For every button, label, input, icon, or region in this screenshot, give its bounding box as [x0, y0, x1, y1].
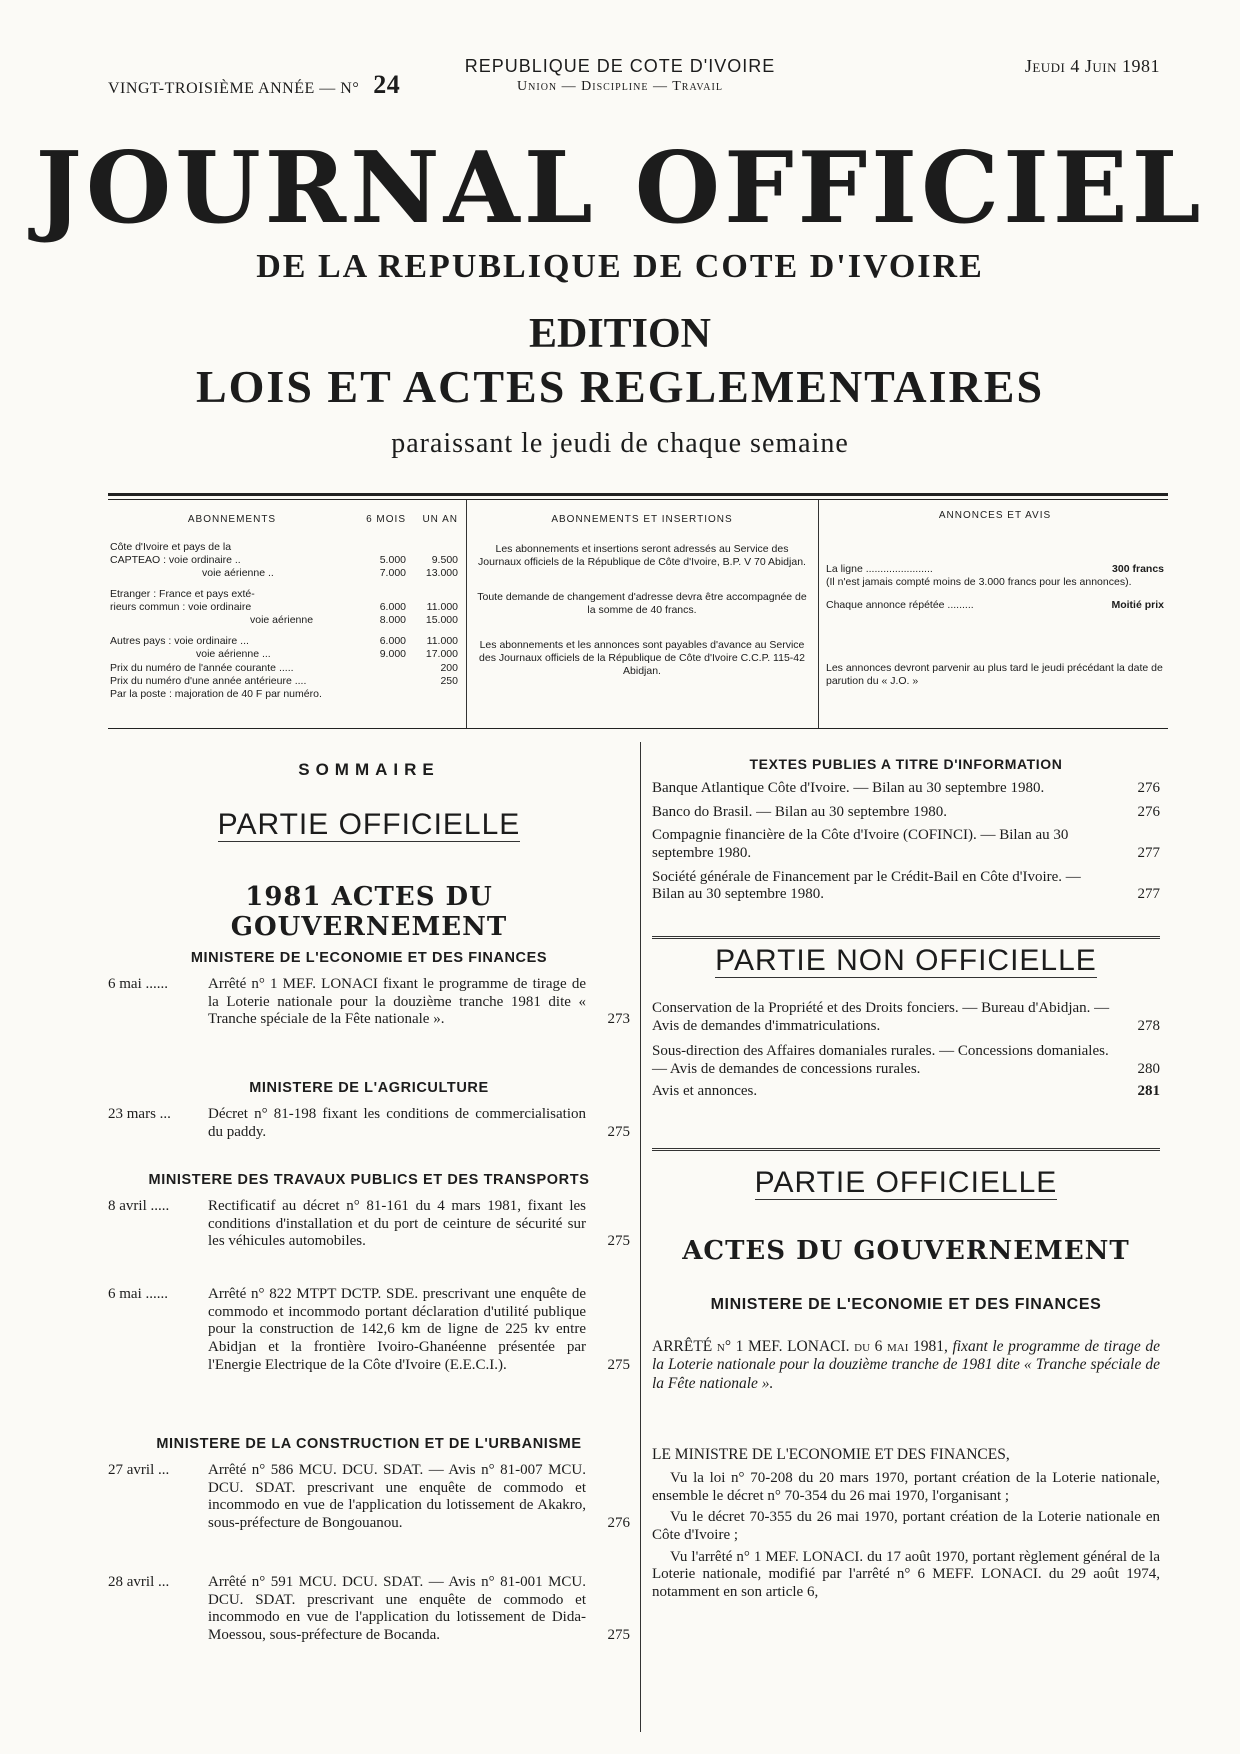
- toc-page: 275: [607, 1356, 630, 1373]
- info-heading: TEXTES PUBLIES A TITRE D'INFORMATION: [749, 756, 1063, 772]
- sommaire-heading: SOMMAIRE: [298, 760, 440, 779]
- year-issue: VINGT-TROISIÈME ANNÉE — N°: [108, 80, 360, 97]
- toc-entry[interactable]: [108, 1286, 630, 1374]
- rates-heading: ABONNEMENTS: [187, 514, 277, 525]
- motto: Union — Discipline — Travail: [517, 79, 723, 94]
- actes-heading: ACTES DU GOUVERNEMENT: [682, 1236, 1130, 1266]
- ministry-heading: MINISTERE DES TRAVAUX PUBLICS ET DES TRANSPORTS: [148, 1172, 590, 1188]
- arrete-subject: fixant le programme de tirage de la Loterie nationale pour la douzième tranche de 1981 dite « Tranche spéciale de la Fête nationale ».: [652, 1338, 1161, 1392]
- rate-label: Autres pays : voie ordinaire ...: [110, 635, 249, 648]
- rate-value: 15.000: [425, 614, 458, 627]
- rate-label: Par la poste : majoration de 40 F par numéro.: [110, 687, 322, 700]
- issue-number: 24: [373, 70, 401, 99]
- announcement-rates: [826, 510, 1164, 688]
- rate-value: 9.000: [379, 648, 406, 661]
- announcement-heading: ANNONCES ET AVIS: [938, 510, 1052, 521]
- toc-text: Rectificatif au décret n° 81-161 du 4 mars 1981, fixant les conditions d'installation et du port de ceinture de sécurité sur les véhicules automobiles.: [208, 1198, 586, 1250]
- info-text: Sous-direction des Affaires domaniales rurales. — Concessions domaniales. — Avis de demandes de concessions rurales.: [652, 1043, 1109, 1078]
- address-text: Les abonnements et insertions seront adressés au Service des Journaux officiels de la République de Côte d'Ivoire, B.P. V 70 Abidjan.: [478, 542, 806, 568]
- info-text: Compagnie financière de la Côte d'Ivoire (COFINCI). — Bilan au 30 septembre 1980.: [652, 827, 1069, 862]
- rate-value: 200: [440, 661, 458, 674]
- toc-entry[interactable]: [108, 1574, 630, 1645]
- issue-date: Jeudi 4 Juin 1981: [1024, 56, 1160, 76]
- ministry-heading: MINISTERE DE L'AGRICULTURE: [249, 1080, 489, 1096]
- rate-label: voie aérienne ..: [202, 566, 274, 579]
- edition-name: LOIS ET ACTES REGLEMENTAIRES: [195, 361, 1045, 412]
- toc-entry[interactable]: [108, 1462, 630, 1533]
- partie-non-officielle-heading: PARTIE NON OFFICIELLE: [715, 944, 1097, 977]
- info-entry[interactable]: [652, 827, 1160, 862]
- toc-date: 6 mai ......: [108, 1286, 168, 1302]
- rate-label: voie aérienne: [250, 614, 314, 627]
- toc-page: 275: [607, 1627, 630, 1644]
- deadline-text: Les annonces devront parvenir au plus tard le jeudi précédant la date de parution du « J.O. »: [826, 661, 1163, 687]
- toc-entry[interactable]: [108, 976, 630, 1029]
- rate-label: Côte d'Ivoire et pays de la: [110, 540, 232, 553]
- toc-date: 6 mai ......: [108, 976, 168, 992]
- info-text: Avis et annonces.: [652, 1082, 758, 1099]
- publication-frequency: paraissant le jeudi de chaque semaine: [391, 428, 849, 459]
- info-page: 276: [1137, 780, 1160, 796]
- toc-date: 23 mars ...: [108, 1106, 171, 1122]
- box-divider: [466, 500, 467, 728]
- rate-value: 8.000: [379, 614, 406, 627]
- toc-text: Arrêté n° 822 MTPT DCTP. SDE. prescrivant une enquête de commodo et incommodo portant déclaration d'utilité publique pour la construction de 142,6 km de ligne de 225 kv entre Abidjan et la frontière Ivoiro-Ghanéenne présentée par l'Energie Electrique de la Côte d'Ivoire (E.E.C.I.).: [208, 1286, 586, 1373]
- arrete-title: [652, 1338, 1160, 1393]
- info-entry[interactable]: [652, 1043, 1160, 1078]
- box-bottom-rule: [108, 728, 1168, 729]
- rate-value: 13.000: [425, 566, 458, 579]
- info-page: 277: [1137, 886, 1160, 903]
- toc-text: Arrêté n° 591 MCU. DCU. SDAT. — Avis n° 81-001 MCU. DCU. SDAT. prescrivant une enquête de commodo et incommodo en vue de l'application du lotissement de Dida-Moessou, sous-préfecture de Bocanda.: [208, 1574, 586, 1644]
- info-entry[interactable]: [652, 780, 1160, 798]
- subscription-rates: [110, 514, 458, 701]
- info-page: 277: [1137, 845, 1160, 862]
- rate-label: voie aérienne ...: [196, 648, 271, 661]
- info-page: 276: [1137, 803, 1160, 820]
- info-entry[interactable]: [652, 869, 1160, 904]
- payment-text: Les abonnements et les annonces sont payables d'avance au Service des Journaux officiels de la République de Côte d'Ivoire C.C.P. 115-42 Abidjan.: [479, 639, 805, 678]
- line-rate-value: 300 francs: [1112, 562, 1164, 575]
- actes-title: ACTES DU GOUVERNEMENT: [230, 882, 508, 942]
- section-rule: [652, 936, 1160, 939]
- box-divider: [818, 500, 819, 728]
- visa: Vu l'arrêté n° 1 MEF. LONACI. du 17 août 1970, portant règlement général de la Loterie nationale, modifié par l'arrêté n° 6 MEFF. LONACI. du 29 août 1974, notamment en son article 6,: [652, 1548, 1160, 1601]
- line-rate-label: La ligne .......................: [826, 562, 933, 575]
- rate-value: 5.000: [379, 553, 406, 566]
- info-entry[interactable]: [652, 1083, 1160, 1101]
- rate-label: Prix du numéro d'une année antérieure ....: [110, 674, 307, 687]
- info-page: 281: [1137, 1082, 1160, 1099]
- toc-page: 275: [607, 1233, 630, 1250]
- info-entry[interactable]: [652, 1000, 1160, 1035]
- section-rule: [652, 1148, 1160, 1151]
- actes-year: 1981: [245, 882, 322, 912]
- republic-name: REPUBLIQUE DE COTE D'IVOIRE: [464, 56, 776, 76]
- rates-1-year-heading: UN AN: [422, 514, 458, 525]
- address-change-text: Toute demande de changement d'adresse devra être accompagnée de la somme de 40 francs.: [477, 590, 807, 616]
- rate-value: 17.000: [425, 648, 458, 661]
- rate-label: rieurs commun : voie ordinaire: [110, 601, 252, 613]
- toc-text: Arrêté n° 586 MCU. DCU. SDAT. — Avis n° 81-007 MCU. DCU. SDAT. prescrivant une enquête de commodo et incommodo en vue de l'application du lotissement de Akakro, sous-préfecture de Bongouanou.: [208, 1462, 586, 1532]
- rate-value: 11.000: [426, 635, 458, 648]
- rate-value: 7.000: [379, 566, 406, 579]
- arrete-lead: ARRÊTÉ n° 1 MEF. LONACI. du 6 mai 1981,: [652, 1338, 948, 1355]
- info-page: 278: [1137, 1017, 1160, 1034]
- edition-label: EDITION: [528, 311, 712, 357]
- info-text: Banque Atlantique Côte d'Ivoire. — Bilan au 30 septembre 1980.: [652, 780, 1045, 796]
- toc-date: 27 avril ...: [108, 1462, 170, 1478]
- info-page: 280: [1137, 1061, 1160, 1078]
- toc-date: 28 avril ...: [108, 1574, 170, 1590]
- line-rate-note: (Il n'est jamais compté moins de 3.000 francs pour les annonces).: [826, 575, 1132, 588]
- partie-officielle-heading: PARTIE OFFICIELLE: [754, 1166, 1058, 1199]
- rate-value: 6.000: [379, 635, 406, 648]
- rate-label: Etranger : France et pays exté-: [110, 587, 255, 600]
- toc-text: Arrêté n° 1 MEF. LONACI fixant le programme de tirage de la Loterie nationale pour la douzième tranche 1981 dite « Tranche spéciale de la Fête nationale ».: [208, 976, 586, 1028]
- box-top-rule: [108, 493, 1168, 500]
- journal-subtitle: DE LA REPUBLIQUE DE COTE D'IVOIRE: [256, 248, 984, 285]
- address-heading: ABONNEMENTS ET INSERTIONS: [551, 514, 733, 525]
- info-text: Société générale de Financement par le Crédit-Bail en Côte d'Ivoire. — Bilan au 30 septembre 1980.: [652, 868, 1081, 903]
- toc-page: 273: [607, 1011, 630, 1028]
- minister-line: LE MINISTRE DE L'ECONOMIE ET DES FINANCES,: [652, 1446, 1010, 1463]
- info-text: Conservation de la Propriété et des Droits fonciers. — Bureau d'Abidjan. — Avis de demandes d'immatriculations.: [652, 1000, 1110, 1034]
- toc-page: 275: [607, 1123, 630, 1140]
- rate-value: 250: [440, 674, 458, 687]
- toc-date: 8 avril .....: [108, 1198, 170, 1214]
- info-text: Banco do Brasil. — Bilan au 30 septembre 1980.: [652, 803, 947, 820]
- rate-label: Prix du numéro de l'année courante .....: [110, 661, 294, 674]
- toc-text: Décret n° 81-198 fixant les conditions de commercialisation du paddy.: [208, 1106, 586, 1140]
- actes-heading: [108, 882, 630, 942]
- non-official-list: [652, 1000, 1160, 1100]
- info-entry[interactable]: [652, 804, 1160, 822]
- rates-6-months-heading: 6 MOIS: [366, 514, 406, 525]
- ministry-heading: MINISTERE DE LA CONSTRUCTION ET DE L'URBANISME: [156, 1436, 582, 1452]
- journal-title: JOURNAL OFFICIEL: [35, 131, 1205, 246]
- toc-entry[interactable]: [108, 1198, 630, 1251]
- subscription-address: [474, 514, 810, 678]
- repeat-rate-value: Moitié prix: [1111, 598, 1164, 611]
- rate-value: 6.000: [379, 601, 406, 613]
- toc-page: 276: [607, 1515, 630, 1532]
- toc-entry[interactable]: [108, 1106, 630, 1141]
- rate-label: CAPTEAO : voie ordinaire ..: [110, 553, 241, 566]
- visa: Vu la loi n° 70-208 du 20 mars 1970, portant création de la Loterie nationale, ensemble le décret n° 70-354 du 26 mai 1970, l'organisant ;: [652, 1470, 1160, 1504]
- ministry-heading: MINISTERE DE L'ECONOMIE ET DES FINANCES: [190, 950, 548, 966]
- visa: Vu le décret 70-355 du 26 mai 1970, portant création de la Loterie nationale en Côte d'Ivoire ;: [652, 1509, 1160, 1544]
- repeat-rate-label: Chaque annonce répétée .........: [826, 598, 974, 611]
- visas: [652, 1470, 1160, 1602]
- rate-value: 9.500: [431, 553, 458, 566]
- partie-officielle-heading: PARTIE OFFICIELLE: [217, 808, 521, 841]
- info-list: [652, 780, 1160, 904]
- column-divider: [640, 742, 641, 1732]
- ministry-heading: MINISTERE DE L'ECONOMIE ET DES FINANCES: [710, 1296, 1102, 1313]
- rate-value: 11.000: [426, 601, 458, 613]
